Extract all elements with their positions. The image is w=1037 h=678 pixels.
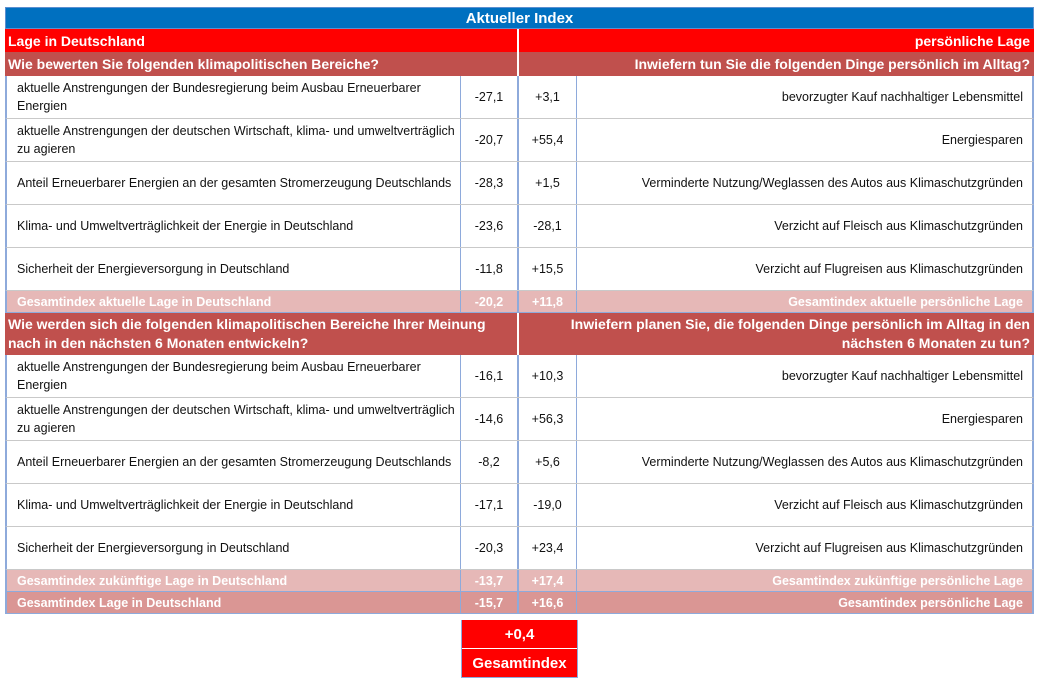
germany-value: -20,3 — [461, 527, 519, 569]
table-row — [5, 76, 1034, 119]
overall-personal-label: Gesamtindex persönliche Lage — [838, 595, 1023, 610]
personal-item: Verzicht auf Fleisch aus Klimaschutzgründen — [774, 219, 1023, 233]
personal-value: -19,0 — [519, 484, 577, 526]
germany-value: -14,6 — [461, 398, 519, 440]
germany-value: -23,6 — [461, 205, 519, 247]
summary-germany-value: -13,7 — [461, 570, 519, 591]
germany-value: -8,2 — [461, 441, 519, 483]
table-row — [5, 484, 1034, 527]
personal-item: bevorzugter Kauf nachhaltiger Lebensmittel — [781, 90, 1023, 104]
table-row — [5, 527, 1034, 570]
table-row — [5, 355, 1034, 398]
germany-value: -27,1 — [461, 76, 519, 118]
overall-germany-label: Gesamtindex Lage in Deutschland — [7, 592, 461, 613]
personal-item: Energiesparen — [941, 412, 1023, 426]
germany-value: -28,3 — [461, 162, 519, 204]
total-index-box — [461, 620, 578, 678]
question-personal-current: Inwiefern tun Sie die folgenden Dinge persönlich im Alltag? — [634, 55, 1030, 72]
personal-value: -28,1 — [519, 205, 577, 247]
table-row — [5, 441, 1034, 484]
germany-value: -16,1 — [461, 355, 519, 397]
question-row-future — [5, 313, 1034, 355]
personal-item: Verzicht auf Fleisch aus Klimaschutzgründen — [774, 498, 1023, 512]
germany-item: aktuelle Anstrengungen der Bundesregierung beim Ausbau Erneuerbarer Energien — [7, 355, 461, 397]
section-header-row — [5, 29, 1034, 52]
section-header-personal: persönliche Lage — [914, 32, 1030, 49]
question-row-current — [5, 52, 1034, 76]
personal-value: +5,6 — [519, 441, 577, 483]
total-index-value: +0,4 — [462, 620, 577, 649]
personal-value: +56,3 — [519, 398, 577, 440]
summary-germany-value: -20,2 — [461, 291, 519, 312]
personal-value: +23,4 — [519, 527, 577, 569]
germany-value: -11,8 — [461, 248, 519, 290]
personal-item: bevorzugter Kauf nachhaltiger Lebensmittel — [781, 369, 1023, 383]
summary-row-overall — [5, 592, 1034, 614]
overall-personal-value: +16,6 — [519, 592, 577, 613]
summary-personal-label: Gesamtindex zukünftige persönliche Lage — [772, 573, 1023, 588]
question-germany-future: Wie werden sich die folgenden klimapolitischen Bereiche Ihrer Meinung nach in den nächsten 6 Monaten entwickeln? — [5, 313, 519, 355]
table-row — [5, 398, 1034, 441]
germany-item: aktuelle Anstrengungen der Bundesregierung beim Ausbau Erneuerbarer Energien — [7, 76, 461, 118]
germany-item: Sicherheit der Energieversorgung in Deutschland — [7, 527, 461, 569]
personal-value: +15,5 — [519, 248, 577, 290]
personal-item: Verzicht auf Flugreisen aus Klimaschutzgründen — [755, 262, 1023, 276]
personal-value: +1,5 — [519, 162, 577, 204]
germany-value: -17,1 — [461, 484, 519, 526]
personal-item: Verminderte Nutzung/Weglassen des Autos aus Klimaschutzgründen — [641, 176, 1023, 190]
summary-personal-value: +17,4 — [519, 570, 577, 591]
personal-item: Energiesparen — [941, 133, 1023, 147]
personal-value: +55,4 — [519, 119, 577, 161]
index-table — [5, 7, 1034, 614]
table-title: Aktueller Index — [5, 7, 1034, 29]
overall-germany-value: -15,7 — [461, 592, 519, 613]
summary-germany-label: Gesamtindex aktuelle Lage in Deutschland — [7, 291, 461, 312]
table-row — [5, 205, 1034, 248]
table-row — [5, 162, 1034, 205]
section-header-germany: Lage in Deutschland — [5, 29, 519, 52]
summary-row-future — [5, 570, 1034, 592]
personal-item: Verzicht auf Flugreisen aus Klimaschutzgründen — [755, 541, 1023, 555]
personal-item: Verminderte Nutzung/Weglassen des Autos aus Klimaschutzgründen — [641, 455, 1023, 469]
germany-item: aktuelle Anstrengungen der deutschen Wirtschaft, klima- und umweltverträglich zu agieren — [7, 119, 461, 161]
germany-item: Anteil Erneuerbarer Energien an der gesamten Stromerzeugung Deutschlands — [7, 441, 461, 483]
germany-item: Klima- und Umweltverträglichkeit der Energie in Deutschland — [7, 205, 461, 247]
germany-item: Sicherheit der Energieversorgung in Deutschland — [7, 248, 461, 290]
germany-item: aktuelle Anstrengungen der deutschen Wirtschaft, klima- und umweltverträglich zu agieren — [7, 398, 461, 440]
personal-value: +10,3 — [519, 355, 577, 397]
summary-personal-label: Gesamtindex aktuelle persönliche Lage — [788, 294, 1023, 309]
personal-value: +3,1 — [519, 76, 577, 118]
question-germany-current: Wie bewerten Sie folgenden klimapolitischen Bereiche? — [5, 52, 519, 76]
total-index-label: Gesamtindex — [462, 649, 577, 677]
germany-value: -20,7 — [461, 119, 519, 161]
table-row — [5, 119, 1034, 162]
summary-personal-value: +11,8 — [519, 291, 577, 312]
germany-item: Anteil Erneuerbarer Energien an der gesamten Stromerzeugung Deutschlands — [7, 162, 461, 204]
question-personal-future: Inwiefern planen Sie, die folgenden Dinge persönlich im Alltag in den nächsten 6 Monaten zu tun? — [570, 316, 1030, 351]
summary-row-current — [5, 291, 1034, 313]
germany-item: Klima- und Umweltverträglichkeit der Energie in Deutschland — [7, 484, 461, 526]
table-row — [5, 248, 1034, 291]
summary-germany-label: Gesamtindex zukünftige Lage in Deutschland — [7, 570, 461, 591]
